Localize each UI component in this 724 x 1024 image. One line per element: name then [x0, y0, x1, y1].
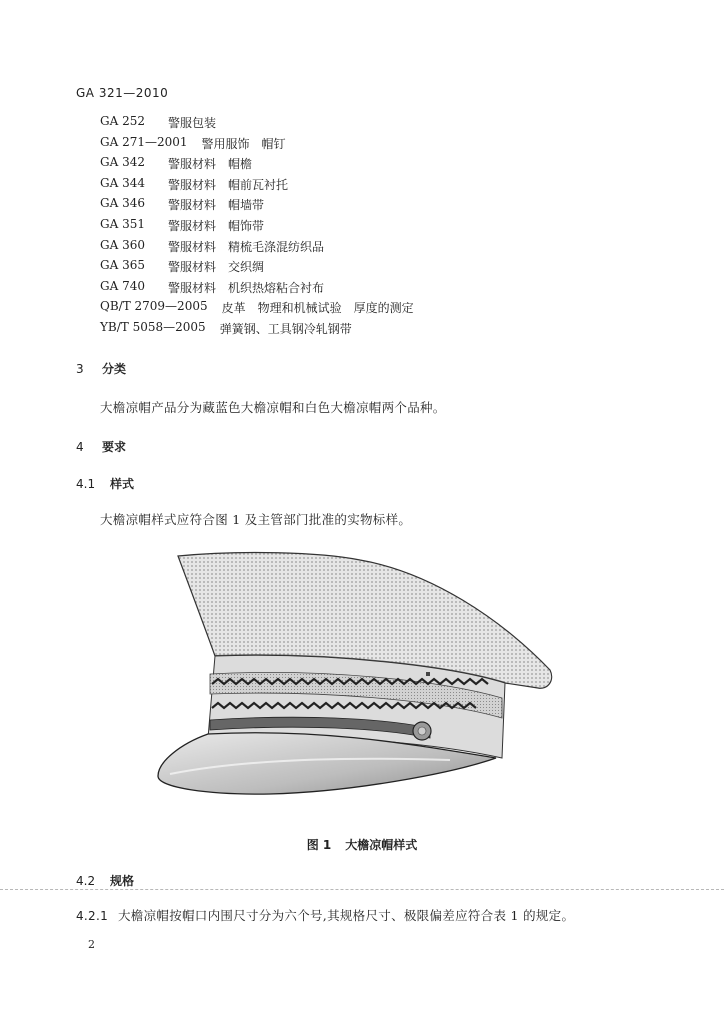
subsection-heading [76, 475, 134, 492]
reference-code: GA 740 [100, 278, 145, 293]
reference-item [100, 320, 414, 341]
figure-title: 大檐凉帽样式 [345, 838, 418, 852]
reference-title: 警服包装 [168, 116, 217, 130]
reference-code: GA 346 [100, 196, 145, 211]
scan-artifact-line [0, 889, 724, 890]
paragraph [76, 906, 574, 924]
standard-code-header: GA 321—2010 [76, 86, 169, 100]
reference-title: 警用服饰 帽钉 [201, 136, 286, 151]
reference-code: GA 344 [100, 175, 145, 190]
section-number: 4.1 [76, 477, 96, 491]
section-number: 3 [76, 362, 84, 376]
section-number: 4 [76, 440, 84, 454]
paragraph-text: 大檐凉帽按帽口内围尺寸分为六个号,其规格尺寸、极限偏差应符合表 1 的规定。 [118, 908, 575, 923]
reference-item [100, 238, 414, 259]
peaked-cap-illustration [150, 548, 560, 808]
section-number: 4.2.1 [76, 909, 109, 923]
figure-number: 图 1 [306, 838, 332, 852]
reference-title: 警服材料 帽檐 [168, 157, 253, 172]
reference-item [100, 258, 414, 279]
reference-code: GA 365 [100, 258, 145, 273]
reference-title: 皮革 物理和机械试验 厚度的测定 [221, 301, 414, 316]
normative-references-list [100, 114, 414, 341]
reference-title: 警服材料 交织绸 [168, 260, 265, 275]
reference-title: 警服材料 精梳毛涤混纺织品 [168, 239, 325, 254]
reference-title: 弹簧钢、工具钢冷轧钢带 [219, 321, 352, 336]
reference-code: GA 351 [100, 216, 145, 231]
reference-item [100, 135, 414, 156]
reference-title: 警服材料 机织热熔粘合衬布 [168, 280, 325, 295]
reference-code: GA 252 [100, 114, 145, 128]
section-number: 4.2 [76, 874, 96, 888]
reference-title: 警服材料 帽墙带 [168, 198, 265, 213]
reference-code: GA 271—2001 [100, 134, 188, 149]
section-title: 样式 [110, 477, 135, 491]
reference-item [100, 176, 414, 197]
reference-item [100, 279, 414, 300]
reference-item [100, 299, 414, 320]
paragraph: 大檐凉帽产品分为藏蓝色大檐凉帽和白色大檐凉帽两个品种。 [100, 400, 446, 415]
section-title: 分类 [102, 362, 127, 376]
reference-title: 警服材料 帽前瓦衬托 [168, 177, 289, 192]
reference-item [100, 196, 414, 217]
reference-code: QB/T 2709—2005 [100, 299, 208, 314]
reference-item [100, 155, 414, 176]
reference-item [100, 114, 414, 135]
reference-code: GA 360 [100, 237, 145, 252]
reference-item [100, 217, 414, 238]
section-title: 要求 [102, 440, 127, 454]
section-title: 规格 [110, 874, 135, 888]
subsection-heading [76, 872, 134, 889]
paragraph: 大檐凉帽样式应符合图 1 及主管部门批准的实物标样。 [100, 512, 412, 527]
reference-title: 警服材料 帽饰带 [168, 218, 265, 233]
reference-code: YB/T 5058—2005 [100, 319, 206, 334]
page-number: 2 [88, 938, 95, 951]
section-heading [76, 438, 126, 455]
reference-code: GA 342 [100, 155, 145, 170]
section-heading [76, 360, 126, 377]
figure-caption [0, 836, 724, 853]
